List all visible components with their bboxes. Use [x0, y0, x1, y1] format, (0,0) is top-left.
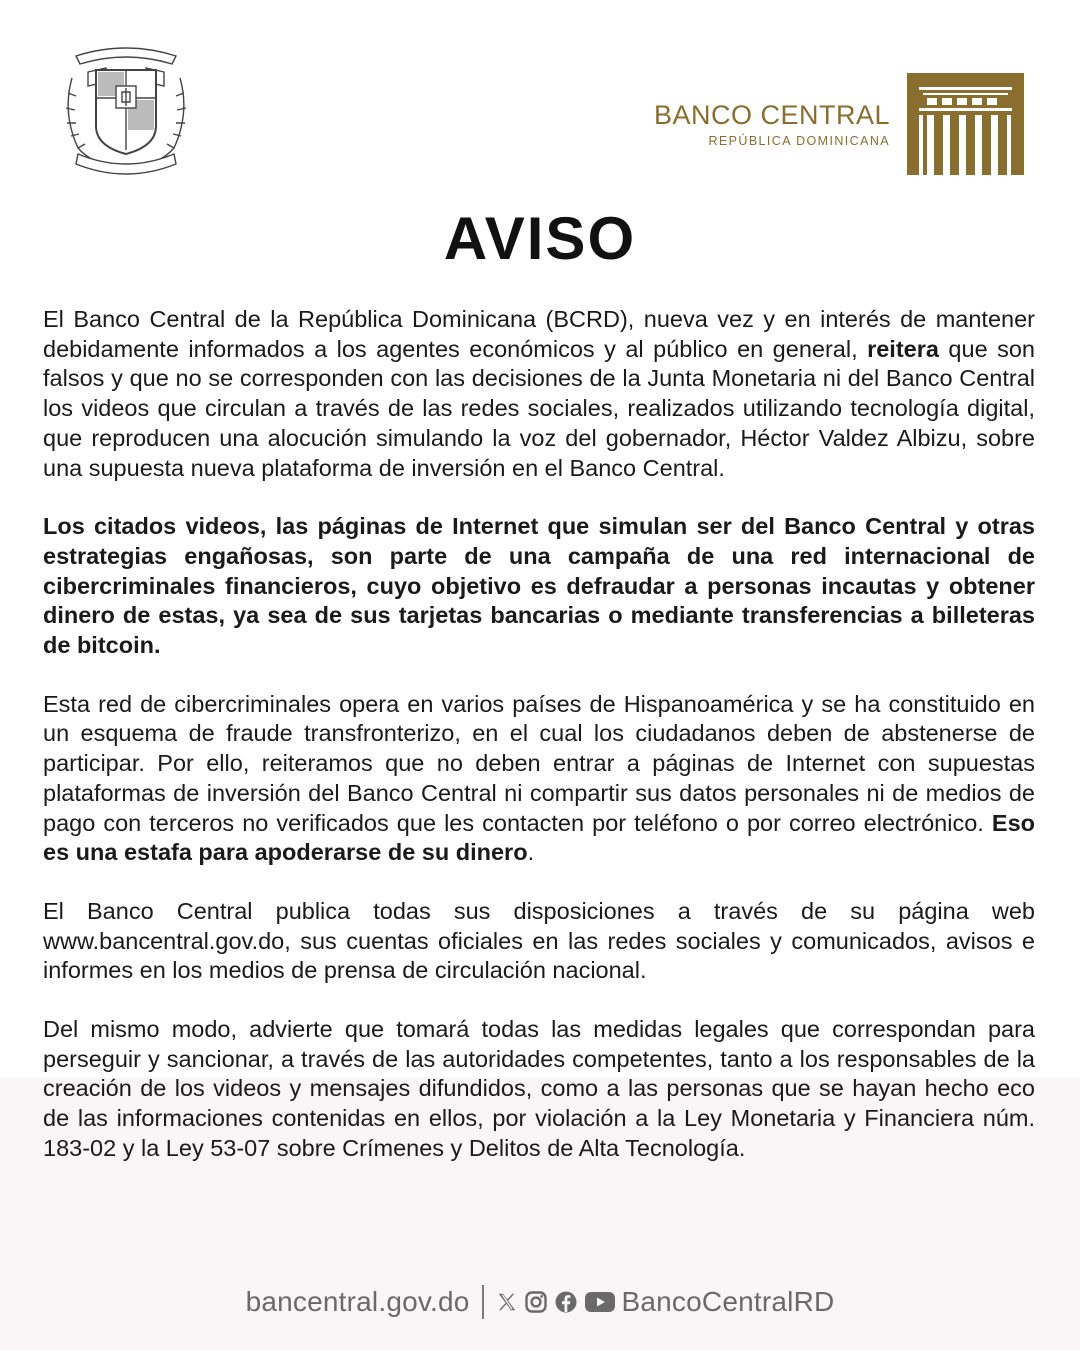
paragraph-5: Del mismo modo, advierte que tomará todas las medidas legales que correspondan para perseguir y sancionar, a través de las autoridades competentes, tanto a los responsables de la creación de los videos y mensajes difundidos, como a las personas que se hayan hecho eco de las informaciones contenidas en ellos, por violación a la Ley Monetaria y Financiera núm. 183-02 y la Ley 53-07 sobre Crímenes y Delitos de Alta Tecnología.	[43, 1016, 1035, 1161]
paragraph-2: Los citados videos, las páginas de Internet que simulan ser del Banco Central y otras estrategias engañosas, son parte de una campaña de una red internacional de cibercriminales financieros, cuyo objetivo es defraudar a personas incautas y obtener dinero de estas, ya sea de sus tarjetas bancarias o mediante transferencias a billeteras de bitcoin.	[43, 513, 1035, 659]
instagram-icon[interactable]	[524, 1290, 548, 1314]
bank-subtitle: REPÚBLICA DOMINICANA	[708, 134, 890, 148]
coat-of-arms-icon	[58, 38, 194, 178]
notice-body	[43, 305, 1035, 1193]
bank-wordmark	[640, 100, 890, 150]
paragraph-3: Esta red de cibercriminales opera en varios países de Hispanoamérica y se ha constituido en un esquema de fraude transfronterizo, en el cual los ciudadanos deben de abstenerse de participar. Por ello, reiteramos que no deben entrar a páginas de Internet con supuestas plataformas de inversión del Banco Central ni compartir sus datos personales ni de medios de pago con terceros no verificados que les contacten por teléfono o por correo electrónico. Eso es una estafa para apoderarse de su dinero.	[43, 690, 1035, 866]
bank-name: BANCO CENTRAL	[653, 100, 890, 130]
social-icons	[496, 1290, 616, 1314]
paragraph-4: El Banco Central publica todas sus disposiciones a través de su página web www.bancentral.gov.do, sus cuentas oficiales en las redes sociales y comunicados, avisos e informes en los medios de prensa de circulación nacional.	[43, 897, 1035, 984]
footer	[0, 1280, 1080, 1324]
footer-separator	[482, 1285, 484, 1319]
page-title: AVISO	[443, 205, 637, 272]
youtube-icon[interactable]	[584, 1290, 616, 1314]
paragraph-1: El Banco Central de la República Dominicana (BCRD), nueva vez y en interés de mantener debidamente informados a los agentes económicos y al público en general, reitera que son falsos y que no se corresponden con las decisiones de la Junta Monetaria ni del Banco Central los videos que circulan a través de las redes sociales, realizados utilizando tecnología digital, que reproducen una alocución simulando la voz del gobernador, Héctor Valdez Albizu, sobre una supuesta nueva plataforma de inversión en el Banco Central.	[43, 306, 1036, 481]
footer-social-handle[interactable]: BancoCentralRD	[621, 1286, 835, 1317]
x-icon[interactable]	[496, 1291, 518, 1313]
footer-website-link[interactable]: bancentral.gov.do	[245, 1286, 470, 1317]
facebook-icon[interactable]	[554, 1290, 578, 1314]
bank-building-logo-icon	[907, 73, 1024, 175]
